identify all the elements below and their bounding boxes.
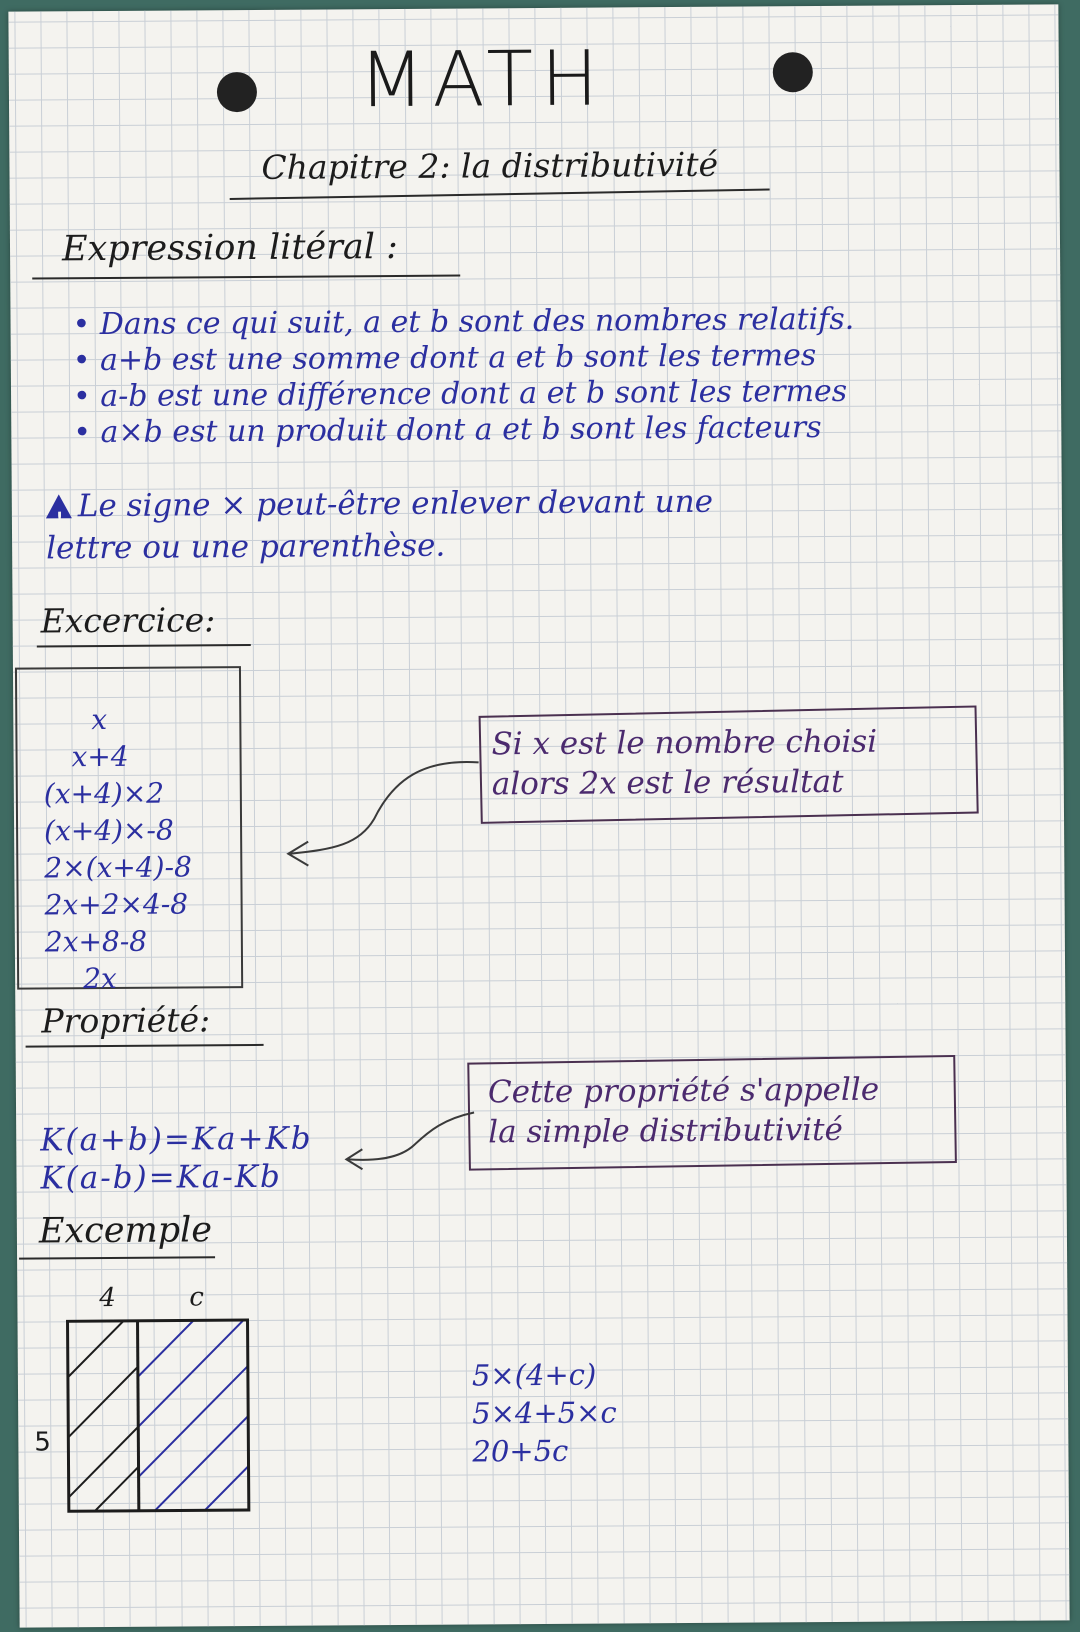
example-heading: Excemple <box>38 1210 213 1252</box>
exercise-steps <box>43 700 193 997</box>
formula-difference: K(a-b)=Ka-Kb <box>40 1158 282 1197</box>
exercise-heading: Excercice: <box>40 600 216 641</box>
notebook-page <box>8 4 1069 1627</box>
expression-heading: Expression litéral : <box>61 226 399 270</box>
exercise-note-line-1: Si x est le nombre choisi <box>491 723 878 763</box>
property-arrow-icon <box>334 1102 484 1173</box>
formula-sum: K(a+b)=Ka+Kb <box>40 1120 313 1159</box>
property-note-line-2: la simple distributivité <box>488 1111 844 1151</box>
step-line: (x+4)×-8 <box>43 813 174 848</box>
example-calculation <box>472 1355 617 1470</box>
page-title: MATH <box>358 33 607 125</box>
hatch-right <box>138 1319 255 1511</box>
area-model-diagram <box>63 1316 254 1517</box>
chapter-title: Chapitre 2: la distributivité <box>261 144 719 187</box>
expression-underline <box>32 275 460 280</box>
step-line: x+4 <box>71 739 129 774</box>
warning-line-2: lettre ou une parenthèse. <box>45 527 446 567</box>
label-four: 4 <box>99 1282 117 1314</box>
list-item: • Dans ce qui suit, a et b sont des nombres relatifs. <box>72 301 855 343</box>
list-item: • a×b est un produit dont a et b sont les facteurs <box>73 410 822 451</box>
list-item: • a-b est une différence dont a et b sont les termes <box>72 373 848 415</box>
property-note <box>488 1070 880 1153</box>
exercise-note <box>491 722 877 805</box>
step-line: 2x <box>83 961 117 996</box>
step-line: 2×(x+4)-8 <box>44 850 192 885</box>
step-line: 2x+2×4-8 <box>44 887 189 922</box>
warning-note <box>46 481 714 570</box>
exercise-underline <box>37 644 251 647</box>
exercise-arrow-icon <box>274 748 495 870</box>
hatch-left <box>68 1320 255 1512</box>
calc-line: 5×(4+c) <box>471 1357 597 1393</box>
definitions-list <box>72 302 855 451</box>
property-note-line-1: Cette propriété s'appelle <box>487 1071 880 1111</box>
step-line: 2x+8-8 <box>44 924 148 959</box>
list-item: • a+b est une somme dont a et b sont les termes <box>72 338 817 379</box>
warning-icon: ! <box>46 494 72 518</box>
binder-hole-right <box>773 52 813 92</box>
warning-line-1: Le signe × peut-être enlever devant une <box>77 483 714 525</box>
label-five: 5 <box>34 1427 52 1458</box>
example-underline <box>19 1256 215 1259</box>
calc-line: 20+5c <box>472 1433 569 1469</box>
step-line: (x+4)×2 <box>43 776 165 811</box>
binder-hole-left <box>217 72 257 112</box>
chapter-underline <box>230 189 770 200</box>
label-c: c <box>189 1282 205 1313</box>
property-heading: Propriété: <box>41 1000 211 1041</box>
property-underline <box>26 1044 264 1048</box>
step-line: x <box>91 703 108 737</box>
area-divider <box>138 1321 139 1511</box>
property-formulas <box>40 1120 313 1198</box>
calc-line: 5×4+5×c <box>472 1395 617 1431</box>
exercise-note-line-2: alors 2x est le résultat <box>491 763 844 803</box>
